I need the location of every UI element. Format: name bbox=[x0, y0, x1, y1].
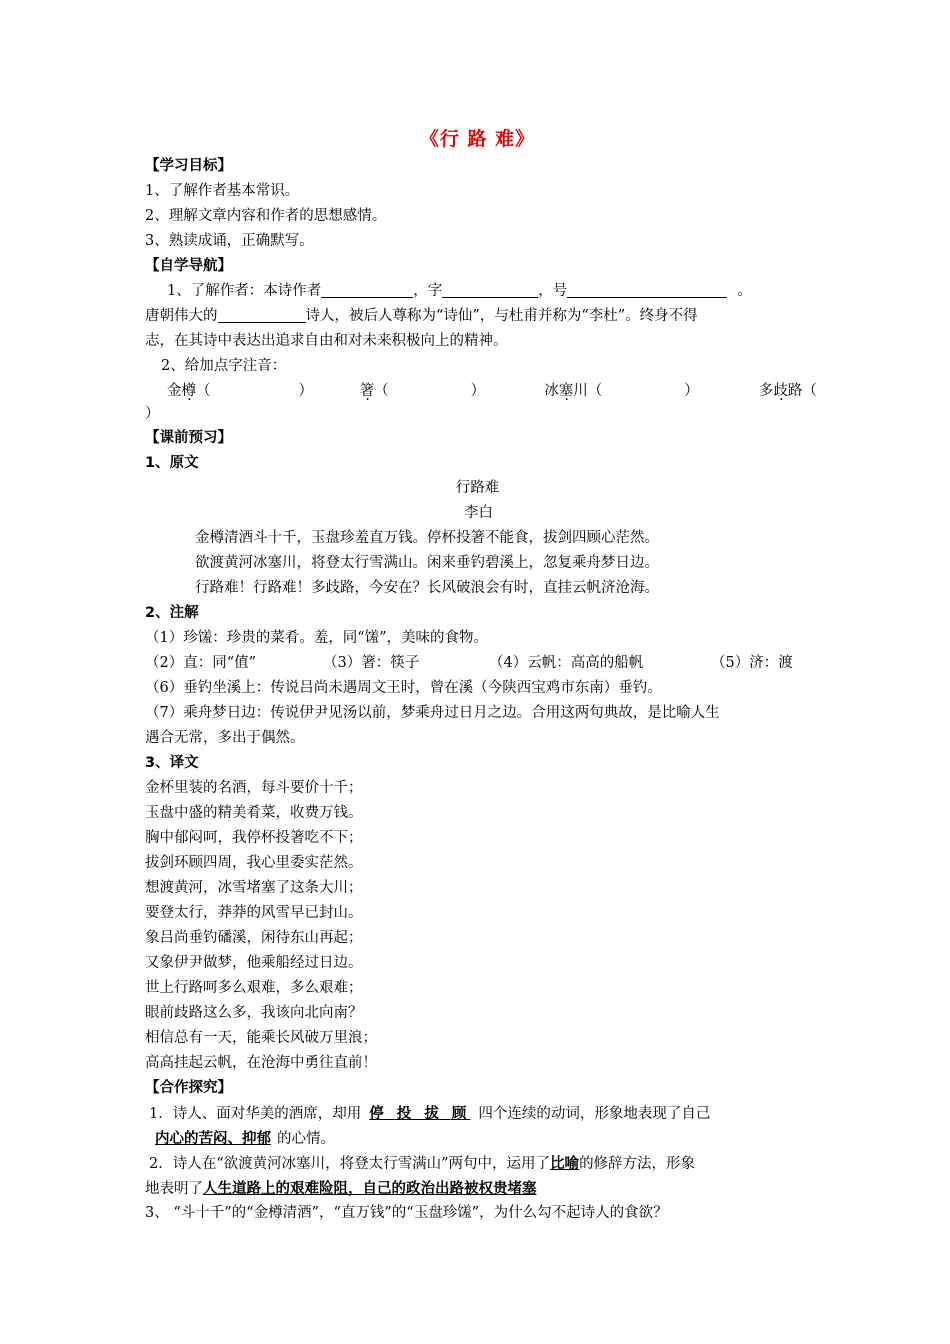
preview-heading: 【课前预习】 bbox=[145, 430, 232, 446]
poem-line: 行路难！行路难！多歧路，今安在？长风破浪会有时，直挂云帆济沧海。 bbox=[195, 580, 659, 596]
goal-item: 2、理解文章内容和作者的思想感情。 bbox=[145, 208, 387, 224]
note-item: （6）垂钓坐溪上：传说吕尚未遇周文王时，曾在溪（今陕西宝鸡市东南）垂钓。 bbox=[145, 680, 662, 696]
coop-q2-line2 bbox=[145, 1176, 810, 1201]
note-row bbox=[145, 651, 810, 676]
note-item: （7）乘舟梦日边：传说伊尹见汤以前，梦乘舟过日月之边。合用这两句典故，是比喻人生 bbox=[145, 705, 720, 721]
coop-q1-line2 bbox=[145, 1126, 810, 1151]
translation-line: 相信总有一天，能乘长风破万里浪； bbox=[145, 1030, 377, 1046]
answer-feeling: 内心的苦闷、抑郁 bbox=[155, 1130, 271, 1147]
coop-q2-text: 地表明了 bbox=[145, 1181, 203, 1197]
page-title: 《行 路 难》 bbox=[419, 128, 536, 150]
pinyin-row bbox=[145, 379, 817, 402]
selfstudy-q2: 2、给加点字注音： bbox=[161, 358, 287, 374]
selfstudy-q1 bbox=[145, 279, 810, 304]
coop-q2-text: 的修辞方法，形象 bbox=[579, 1156, 696, 1172]
translation-line: 眼前歧路这么多，我该向北向南？ bbox=[145, 1005, 363, 1021]
pinyin-wrap: ） bbox=[145, 406, 160, 422]
goal-item: 1、了解作者基本常识。 bbox=[145, 183, 300, 199]
translation-line: 想渡黄河，冰雪堵塞了这条大川； bbox=[145, 880, 363, 896]
translation-line: 高高挂起云帆，在沧海中勇往直前！ bbox=[145, 1055, 377, 1071]
note-item: （1）珍馐：珍贵的菜肴。羞，同“馐”，美味的食物。 bbox=[145, 630, 489, 646]
note-item: （4）云帆：高高的船帆 bbox=[489, 655, 644, 671]
poem-line: 欲渡黄河冰塞川，将登太行雪满山。闲来垂钓碧溪上，忽复乘舟梦日边。 bbox=[195, 555, 659, 571]
coop-q2 bbox=[145, 1151, 810, 1176]
q1-text: ，字 bbox=[413, 283, 443, 299]
translation-line: 玉盘中盛的精美肴菜，收费万钱。 bbox=[145, 805, 363, 821]
note-item: （5）济：渡 bbox=[711, 655, 793, 671]
translation-line: 世上行路呵多么艰难，多么艰难； bbox=[145, 980, 363, 996]
coop-q2-text: 2．诗人在“欲渡黄河冰塞川，将登太行雪满山”两句中，运用了 bbox=[149, 1156, 551, 1172]
goal-item: 3、熟读成诵，正确默写。 bbox=[145, 233, 314, 249]
coop-q1-text: 1．诗人、面对华美的酒席，却用 bbox=[149, 1106, 362, 1122]
pinyin-item: 多歧路（ bbox=[758, 383, 817, 399]
coop-q1 bbox=[145, 1101, 810, 1126]
answer-rhetoric: 比喻 bbox=[550, 1155, 580, 1172]
translation-line: 又象伊尹做梦，他乘船经过日边。 bbox=[145, 955, 363, 971]
answer-meaning: 人生道路上的艰难险阻，自己的政治出路被权贵堵塞 bbox=[203, 1180, 537, 1197]
q1-text: ，号 bbox=[538, 283, 568, 299]
translation-line: 要登太行，莽莽的风雪早已封山。 bbox=[145, 905, 363, 921]
original-heading: 1、原文 bbox=[145, 455, 199, 471]
poet-type-blank[interactable] bbox=[218, 306, 306, 323]
document-page bbox=[145, 124, 817, 1226]
pinyin-item: 冰塞川（ ） bbox=[544, 383, 699, 399]
poem-author: 李白 bbox=[464, 505, 493, 521]
note-item: 遇合无常，多出于偶然。 bbox=[145, 730, 305, 746]
coop-heading: 【合作探究】 bbox=[145, 1080, 232, 1096]
poem-title: 行路难 bbox=[455, 480, 500, 496]
poem-line: 金樽清酒斗十千，玉盘珍羞直万钱。停杯投箸不能食，拔剑四顾心茫然。 bbox=[195, 530, 659, 546]
selfstudy-heading: 【自学导航】 bbox=[145, 258, 232, 274]
coop-q1-text: 的心情。 bbox=[277, 1131, 335, 1147]
answer-verbs: 停 投 拔 顾 bbox=[369, 1105, 471, 1122]
translation-line: 胸中郁闷呵，我停杯投箸吃不下； bbox=[145, 830, 363, 846]
pinyin-item: 金樽（ ） bbox=[167, 383, 313, 399]
note-item: （2）直：同“值” bbox=[145, 655, 257, 671]
pseudonym-blank[interactable] bbox=[567, 281, 727, 298]
pinyin-item: 箸（ ） bbox=[359, 383, 486, 399]
q1-text: 。 bbox=[737, 283, 752, 299]
author-name-blank[interactable] bbox=[321, 281, 413, 298]
translation-line: 象吕尚垂钓磻溪，闲待东山再起； bbox=[145, 930, 363, 946]
translation-heading: 3、译文 bbox=[145, 755, 199, 771]
q1-text: 诗人，被后人尊称为“诗仙”，与杜甫并称为“李杜”。终身不得 bbox=[305, 308, 698, 324]
coop-q1-text: 四个连续的动词，形象地表现了自己 bbox=[478, 1106, 711, 1122]
notes-heading: 2、注解 bbox=[145, 605, 199, 621]
courtesy-name-blank[interactable] bbox=[442, 281, 538, 298]
note-item: （3）箸：筷子 bbox=[323, 655, 420, 671]
q1-text: 唐朝伟大的 bbox=[145, 308, 218, 324]
goals-heading: 【学习目标】 bbox=[145, 158, 232, 174]
translation-line: 拔剑环顾四周，我心里委实茫然。 bbox=[145, 855, 363, 871]
selfstudy-q1-line3: 志，在其诗中表达出追求自由和对未来积极向上的精神。 bbox=[145, 333, 508, 349]
coop-q3: 3、 “斗十千”的“金樽清酒”，“直万钱”的“玉盘珍馐”，为什么勾不起诗人的食欲？ bbox=[145, 1205, 668, 1221]
q1-text: 1、了解作者：本诗作者 bbox=[167, 283, 322, 299]
translation-line: 金杯里装的名酒，每斗要价十千； bbox=[145, 780, 363, 796]
selfstudy-q1-line2 bbox=[145, 304, 810, 329]
